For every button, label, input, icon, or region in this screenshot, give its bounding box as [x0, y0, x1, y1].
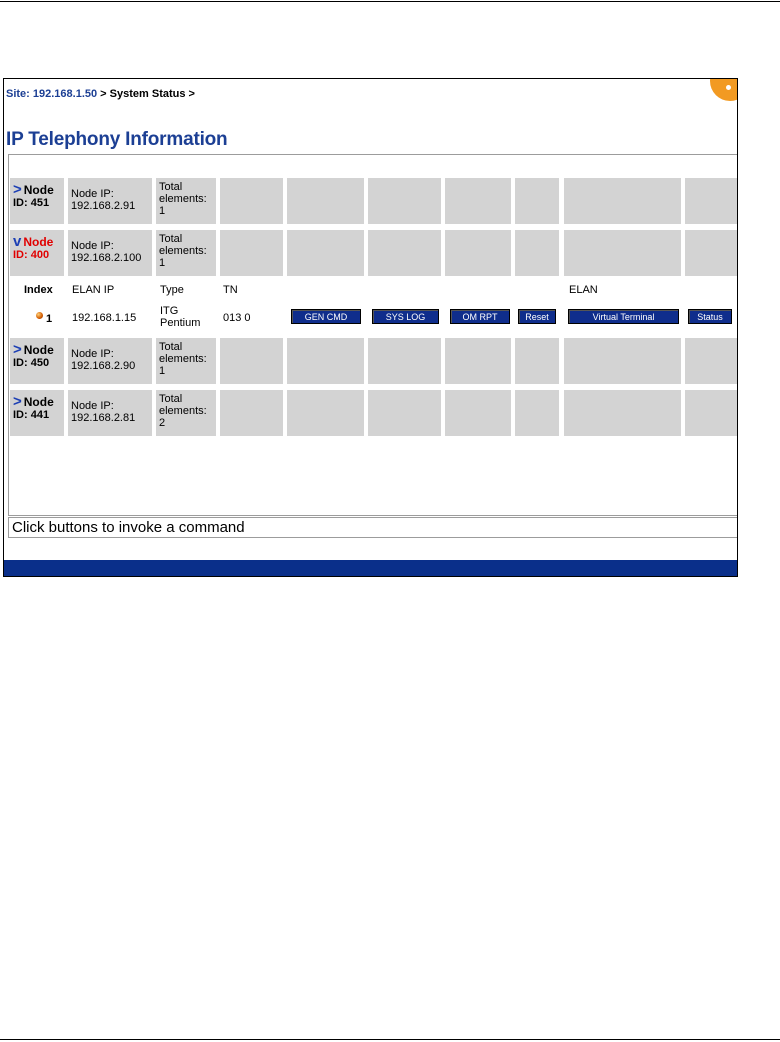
empty-cell — [515, 230, 559, 276]
empty-cell — [368, 178, 441, 224]
empty-cell — [564, 178, 681, 224]
empty-cell — [445, 230, 511, 276]
header-index: Index — [24, 284, 53, 296]
empty-cell — [515, 338, 559, 384]
node-ip-value: 192.168.2.81 — [71, 412, 136, 424]
total-elements-label: Total elements: — [159, 393, 207, 417]
element-tn: 013 0 — [223, 312, 251, 324]
node-toggle[interactable] — [10, 178, 64, 224]
empty-cell — [564, 338, 681, 384]
empty-cell — [685, 230, 738, 276]
node-id: ID: 451 — [13, 197, 50, 209]
breadcrumb-path: > System Status > — [97, 88, 195, 100]
status-bar: Click buttons to invoke a command — [8, 517, 738, 538]
node-label: Node — [23, 395, 54, 409]
page-title: IP Telephony Information — [6, 129, 228, 150]
chevron-down-icon: v — [13, 233, 22, 250]
empty-cell — [368, 338, 441, 384]
node-toggle[interactable] — [10, 338, 64, 384]
empty-cell — [287, 230, 364, 276]
empty-cell — [515, 178, 559, 224]
empty-cell — [368, 230, 441, 276]
total-elements-cell — [156, 230, 216, 276]
node-id: ID: 441 — [13, 409, 50, 421]
virtual-terminal-button[interactable]: Virtual Terminal — [568, 309, 679, 324]
empty-cell — [685, 390, 738, 436]
node-label: Node — [23, 235, 54, 249]
element-elan-ip: 192.168.1.15 — [72, 312, 137, 324]
node-id: ID: 400 — [13, 249, 50, 261]
total-elements-label: Total elements: — [159, 341, 207, 365]
header-elan: ELAN — [569, 284, 598, 296]
empty-cell — [220, 178, 283, 224]
total-elements-value: 1 — [159, 205, 166, 217]
empty-cell — [564, 230, 681, 276]
total-elements-value: 1 — [159, 257, 166, 269]
logo-icon — [710, 78, 738, 101]
bottom-band — [4, 560, 738, 576]
empty-cell — [685, 338, 738, 384]
chevron-right-icon: > — [13, 393, 22, 410]
node-ip-cell — [68, 178, 152, 224]
reset-button[interactable]: Reset — [518, 309, 556, 324]
node-ip-cell — [68, 338, 152, 384]
total-elements-cell — [156, 178, 216, 224]
empty-cell — [515, 390, 559, 436]
empty-cell — [287, 338, 364, 384]
node-ip-cell — [68, 230, 152, 276]
total-elements-label: Total elements: — [159, 181, 207, 205]
empty-cell — [220, 338, 283, 384]
total-elements-cell — [156, 338, 216, 384]
empty-cell — [445, 338, 511, 384]
element-table-header — [10, 284, 738, 298]
node-id: ID: 450 — [13, 357, 50, 369]
chevron-right-icon: > — [13, 341, 22, 358]
empty-cell — [220, 230, 283, 276]
node-label: Node — [23, 343, 54, 357]
total-elements-label: Total elements: — [159, 233, 207, 257]
node-ip-label: Node IP: — [71, 400, 114, 412]
empty-cell — [287, 178, 364, 224]
total-elements-value: 2 — [159, 417, 166, 429]
node-toggle[interactable] — [10, 390, 64, 436]
empty-cell — [685, 178, 738, 224]
page-top-rule — [0, 1, 780, 2]
empty-cell — [368, 390, 441, 436]
element-index: 1 — [46, 313, 53, 325]
breadcrumb-site-link[interactable]: Site: 192.168.1.50 — [6, 88, 98, 100]
empty-cell — [287, 390, 364, 436]
gen-cmd-button[interactable]: GEN CMD — [291, 309, 361, 324]
node-ip-value: 192.168.2.90 — [71, 360, 136, 372]
node-ip-value: 192.168.2.100 — [71, 252, 142, 264]
page-bottom-rule — [0, 1039, 780, 1040]
node-ip-label: Node IP: — [71, 240, 114, 252]
node-ip-cell — [68, 390, 152, 436]
node-toggle[interactable] — [10, 230, 64, 276]
screenshot-window — [3, 78, 738, 577]
total-elements-value: 1 — [159, 365, 166, 377]
header-elan-ip: ELAN IP — [72, 284, 115, 296]
total-elements-cell — [156, 390, 216, 436]
header-tn: TN — [223, 284, 238, 296]
empty-cell — [445, 390, 511, 436]
node-label: Node — [23, 183, 54, 197]
om-rpt-button[interactable]: OM RPT — [450, 309, 510, 324]
element-type: ITG Pentium — [160, 305, 201, 329]
node-ip-value: 192.168.2.91 — [71, 200, 136, 212]
node-ip-label: Node IP: — [71, 188, 114, 200]
status-button[interactable]: Status — [688, 309, 732, 324]
sys-log-button[interactable]: SYS LOG — [372, 309, 439, 324]
node-ip-label: Node IP: — [71, 348, 114, 360]
status-bullet-icon — [36, 312, 43, 319]
breadcrumb — [6, 88, 195, 100]
empty-cell — [445, 178, 511, 224]
empty-cell — [564, 390, 681, 436]
header-type: Type — [160, 284, 184, 296]
element-row — [10, 305, 738, 331]
chevron-right-icon: > — [13, 181, 22, 198]
empty-cell — [220, 390, 283, 436]
